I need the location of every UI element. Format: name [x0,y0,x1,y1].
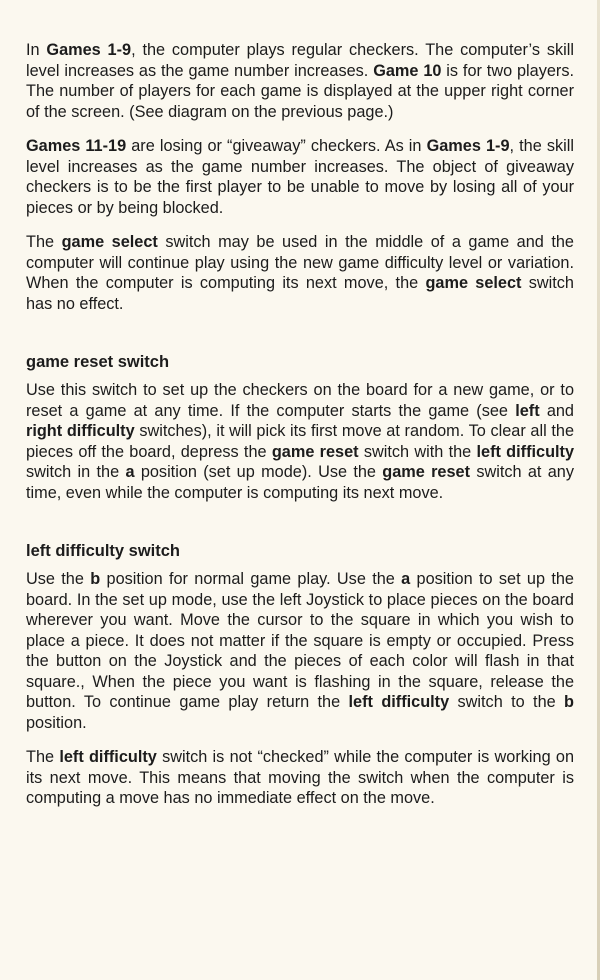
text-run: is for two players. The number of players for each game is displayed at the upper right corner of the screen. (See diagram on the previous page.) [26,61,575,121]
text-run: switch has no effect. [26,274,574,313]
paragraph-game-reset [26,380,574,503]
text-run: switch may be used in the middle of a game and the computer will continue play using the new game difficulty level or variation. When the computer is computing its next move, the [26,233,574,292]
text-run: position for normal game play. Use the [100,570,402,588]
text-run: switches), it will pick its first move at random. To clear all the pieces off the board, depress the [26,422,575,461]
paragraph-left-difficulty-not-checked [26,747,574,809]
bold-term: Games 1-9 [426,137,510,155]
text-run: , the computer plays regular checkers. The computer’s skill level increases as the game number increases. [26,41,574,80]
bold-term: left [515,401,540,420]
heading-game-reset-switch: game reset switch [26,353,170,371]
text-run: position. [26,713,87,732]
bold-term: a [401,570,411,588]
bold-term: Game 10 [373,61,442,80]
bold-term: b [90,570,101,588]
text-run: switch to the [449,693,565,711]
text-run: switch is not “checked” while the computer is working on its next move. This means that moving the switch when the computer is computing a move has no immediate effect on the move. [26,748,574,807]
bold-term: left difficulty [59,748,157,766]
text-run: switch in the [26,463,126,481]
paragraph-games-11-19 [26,136,574,218]
bold-term: left difficulty [476,442,575,461]
text-run: , the skill level increases as the game number increases. The object of giveaway checkers is to be the first player to be unable to move by losing all of your pieces or by being blocked. [26,137,574,217]
text-run: The [26,233,62,251]
text-run: switch with the [358,442,477,461]
bold-term: game reset [382,463,471,481]
bold-term: right difficulty [26,422,135,440]
bold-term: left difficulty [348,693,450,711]
text-run: Use this switch to set up the checkers on the board for a new game, or to reset a game at any time. If the computer starts the game (see [26,381,574,420]
bold-term: b [564,693,574,711]
bold-term: a [125,463,135,481]
text-run: are losing or “giveaway” checkers. As in [126,137,427,155]
text-run: Use the [26,570,91,588]
text-run: The [26,748,60,766]
bold-term: game select [61,233,158,251]
text-run: and [539,401,574,420]
text-run: switch at any time, even while the computer is computing its next move. [26,463,574,502]
text-run: position to set up the board. In the set up mode, use the left Joystick to place pieces on the board wherever you want. Move the cursor to the square in which you wish to place a piece. It does not matter if the square is empty or occupied. Press the button on the Joystick and the pieces of each color will flash in that square., When the piece you want is flashing in the square, release the button. To continue game play return the [26,570,574,711]
paragraph-left-difficulty-usage [26,569,574,733]
paragraph-games-1-9 [26,40,574,122]
bold-term: Games 1-9 [46,41,132,59]
bold-term: game reset [271,442,359,461]
text-run: In [26,41,47,59]
text-run: position (set up mode). Use the [134,463,383,481]
bold-term: Games 11-19 [26,137,127,155]
paragraph-game-select [26,232,574,314]
heading-left-difficulty-switch: left difficulty switch [26,542,181,560]
bold-term: game select [425,274,522,292]
